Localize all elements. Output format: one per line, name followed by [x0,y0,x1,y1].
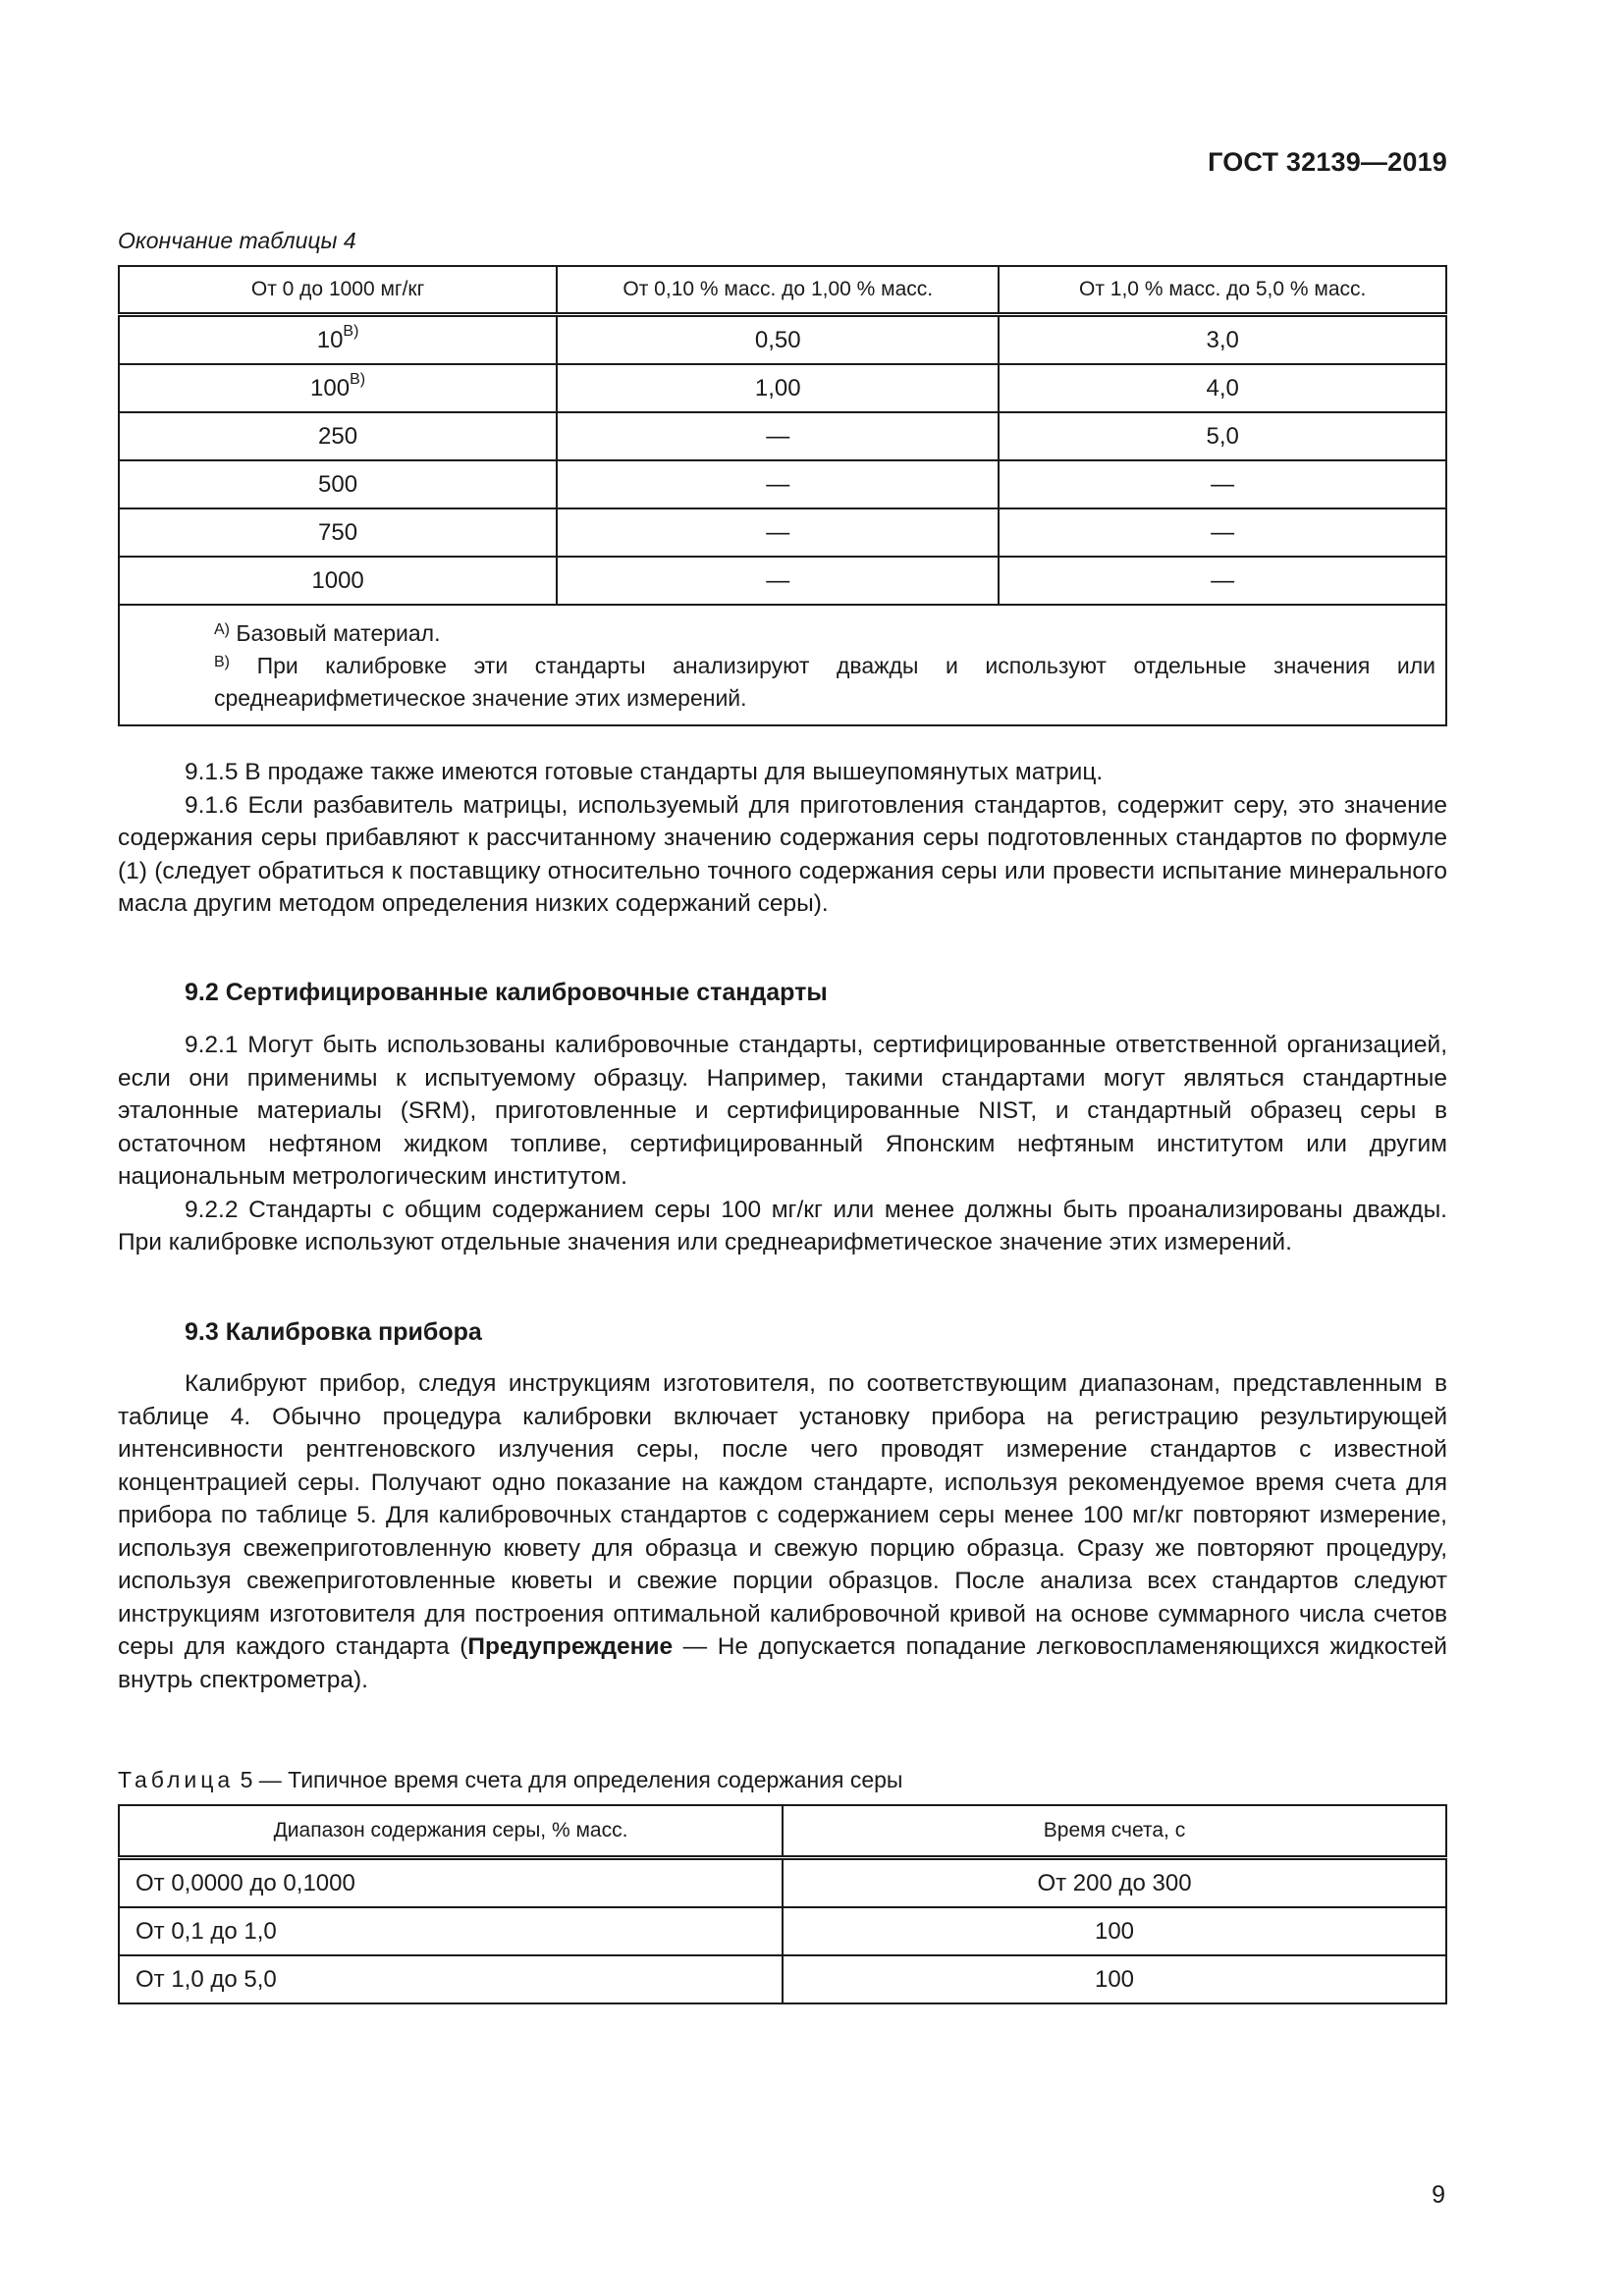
table5-caption: Таблица 5 — Типичное время счета для определения содержания серы [118,1767,903,1792]
paragraph-9-2-2: 9.2.2 Стандарты с общим содержанием серы 100 мг/кг или менее должны быть проанализированы дважды. При калибровке используют отдельные значения или среднеарифметическое значение этих измерений. [118,1196,1447,1255]
warning-label: Предупреждение [467,1633,674,1660]
table4-header-row [119,266,1446,315]
table-row [119,557,1446,605]
table-cell: 750 [119,508,557,557]
table-cell: — [999,557,1446,605]
table-row [119,315,1446,365]
table-cell: 1,00 [557,364,999,412]
table5-col-header: Время счета, с [783,1805,1446,1858]
footnote-mark: B) [343,322,359,340]
table-row [119,1907,1446,1955]
table-cell: 5,0 [999,412,1446,460]
paragraph-9-1-6: 9.1.6 Если разбавитель матрицы, используемый для приготовления стандартов, содержит серу, это значение содержания серы прибавляют к рассчитанному значению содержания серы подготовленных стандартов по формуле (1) (следует обратиться к поставщику относительно точного содержания серы или провести испытание минерального масла другим методом определения низких содержаний серы). [118,791,1447,917]
table-row [119,1955,1446,2003]
section-9-1-text [118,756,1447,921]
document-code: ГОСТ 32139—2019 [1208,147,1447,177]
table-cell: — [999,508,1446,557]
table-cell: 500 [119,460,557,508]
section-9-3-text [118,1367,1447,1696]
table-row [119,1858,1446,1908]
page-number: 9 [1432,2181,1445,2209]
table-cell: 100 [783,1907,1446,1955]
table-cell: 1000 [119,557,557,605]
table-row [119,460,1446,508]
table-cell: — [557,557,999,605]
table4-notes-row [119,605,1446,725]
table4-col-header: От 0,10 % масс. до 1,00 % масс. [557,266,999,315]
paragraph-9-3: Калибруют прибор, следуя инструкциям изготовителя, по соответствующим диапазонам, представленным в таблице 4. Обычно процедура калибровки включает установку прибора на регистрацию результирующей интенсивности рентгеновского излучения серы, после чего проводят измерение стандартов с известной концентрацией серы. Получают одно показание на каждом стандарте, используя рекомендуемое время счета для прибора по таблице 5. Для калибровочных стандартов с содержанием серы менее 100 мг/кг повторяют измерение, используя свежеприготовленную кювету для образца и свежую порцию образца. Сразу же повторяют процедуру, используя свежеприготовленные кюветы и свежие порции образцов. После анализа всех стандартов следуют инструкциям изготовителя для построения оптимальной калибровочной кривой на основе суммарного числа счетов серы для каждого стандарта (Предупреждение — Не допускается попадание легковоспламеняющихся жидкостей внутрь спектрометра). [118,1370,1447,1693]
table4-note-b: $^{B)}$ При калибровке эти стандарты анализируют дважды и используют отдельные значения или среднеарифметическое значение этих измерений. [214,653,1436,711]
table4-notes [119,605,1446,725]
table5-header-row [119,1805,1446,1858]
table4-col-header: От 0 до 1000 мг/кг [119,266,557,315]
paragraph-9-2-1: 9.2.1 Могут быть использованы калибровочные стандарты, сертифицированные ответственной организацией, если они применимы к испытуемому образцу. Например, такими стандартами могут являться стандартные эталонные материалы (SRM), приготовленные и сертифицированные NIST, и стандартный образец серы в остаточном нефтяном жидком топливе, сертифицированный Японским нефтяным институтом или другим национальным метрологическим институтом. [118,1032,1447,1190]
table-row [119,412,1446,460]
table4-caption: Окончание таблицы 4 [118,228,356,253]
table-cell: — [557,508,999,557]
table5 [118,1804,1447,2004]
table-cell: От 0,0000 до 0,1000 [119,1858,783,1908]
footnote-mark: A) [214,621,230,638]
table4 [118,265,1447,726]
table4-col-header: От 1,0 % масс. до 5,0 % масс. [999,266,1446,315]
section-9-3-heading: 9.3 Калибровка прибора [185,1318,482,1346]
table-cell: 4,0 [999,364,1446,412]
table-cell: 0,50 [557,315,999,365]
table-cell: 100 [783,1955,1446,2003]
section-9-2-text [118,1029,1447,1259]
table-row [119,364,1446,412]
table-cell: — [557,460,999,508]
table-cell: 3,0 [999,315,1446,365]
table-cell: 100$^{B)}$ [119,364,557,412]
table-cell: 250 [119,412,557,460]
section-9-2-heading: 9.2 Сертифицированные калибровочные стандарты [185,979,828,1006]
table-cell: От 1,0 до 5,0 [119,1955,783,2003]
table-cell: — [999,460,1446,508]
table-cell: От 0,1 до 1,0 [119,1907,783,1955]
table-row [119,508,1446,557]
table-cell: От 200 до 300 [783,1858,1446,1908]
table-cell: — [557,412,999,460]
footnote-mark: B) [214,654,230,670]
footnote-mark: B) [350,370,366,388]
paragraph-9-1-5: 9.1.5 В продаже также имеются готовые стандарты для вышеупомянутых матриц. [185,759,1104,785]
table-cell: 10$^{B)}$ [119,315,557,365]
table5-col-header: Диапазон содержания серы, % масс. [119,1805,783,1858]
table4-note-a: $^{A)}$ Базовый материал. [214,620,441,646]
